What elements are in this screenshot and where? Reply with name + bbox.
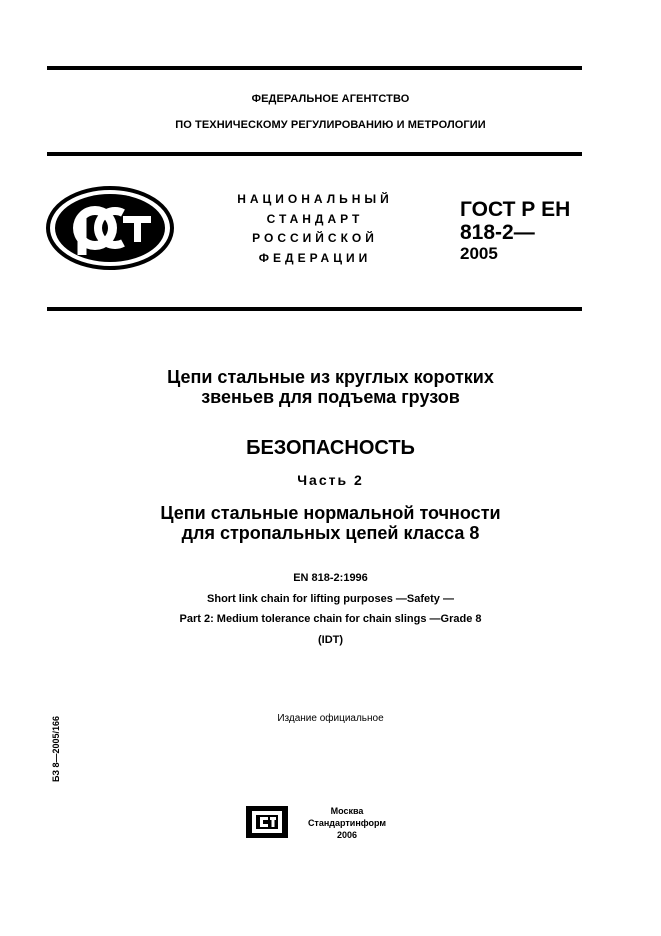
en-idt: (IDT) — [317, 634, 344, 646]
standard-type-line-2: СТАНДАРТ — [266, 212, 364, 226]
agency-line-2: ПО ТЕХНИЧЕСКОМУ РЕГУЛИРОВАНИЮ И МЕТРОЛОГИИ — [175, 119, 486, 131]
en-title-line-2: Part 2: Medium tolerance chain for chain slings —Grade 8 — [179, 613, 482, 625]
designation-line-1: ГОСТ Р ЕН — [460, 198, 571, 221]
publisher-name: Стандартинформ — [307, 818, 387, 828]
edition-label: Издание официальное — [277, 713, 384, 724]
rst-logo-icon — [45, 185, 175, 276]
subtitle-line-2: для стропальных цепей класса 8 — [181, 523, 480, 543]
publisher-year: 2006 — [336, 830, 358, 840]
standartinform-logo-icon — [246, 806, 288, 843]
safety-heading: БЕЗОПАСНОСТЬ — [246, 437, 415, 459]
title-line-1: Цепи стальные из круглых коротких — [167, 367, 494, 387]
side-code: БЗ 8—2005/166 — [51, 715, 61, 782]
designation-year: 2005 — [460, 244, 498, 263]
designation-line-2: 818-2— — [460, 221, 535, 244]
designation-rule — [47, 307, 582, 311]
part-label: Часть 2 — [297, 472, 364, 488]
header-rule — [47, 152, 582, 156]
en-title-line-1: Short link chain for lifting purposes —Safety — — [207, 593, 454, 605]
en-code: EN 818-2:1996 — [293, 572, 368, 584]
title-line-2: звеньев для подъема грузов — [201, 387, 460, 407]
agency-line-1: ФЕДЕРАЛЬНОЕ АГЕНТСТВО — [251, 93, 410, 105]
standard-type-line-4: ФЕДЕРАЦИИ — [258, 251, 372, 265]
standard-type-line-3: РОССИЙСКОЙ — [252, 231, 378, 245]
publisher-block — [292, 805, 402, 841]
standard-type-line-1: НАЦИОНАЛЬНЫЙ — [237, 192, 393, 206]
top-rule — [47, 66, 582, 70]
subtitle-line-1: Цепи стальные нормальной точности — [160, 503, 501, 523]
publisher-city: Москва — [330, 806, 364, 816]
